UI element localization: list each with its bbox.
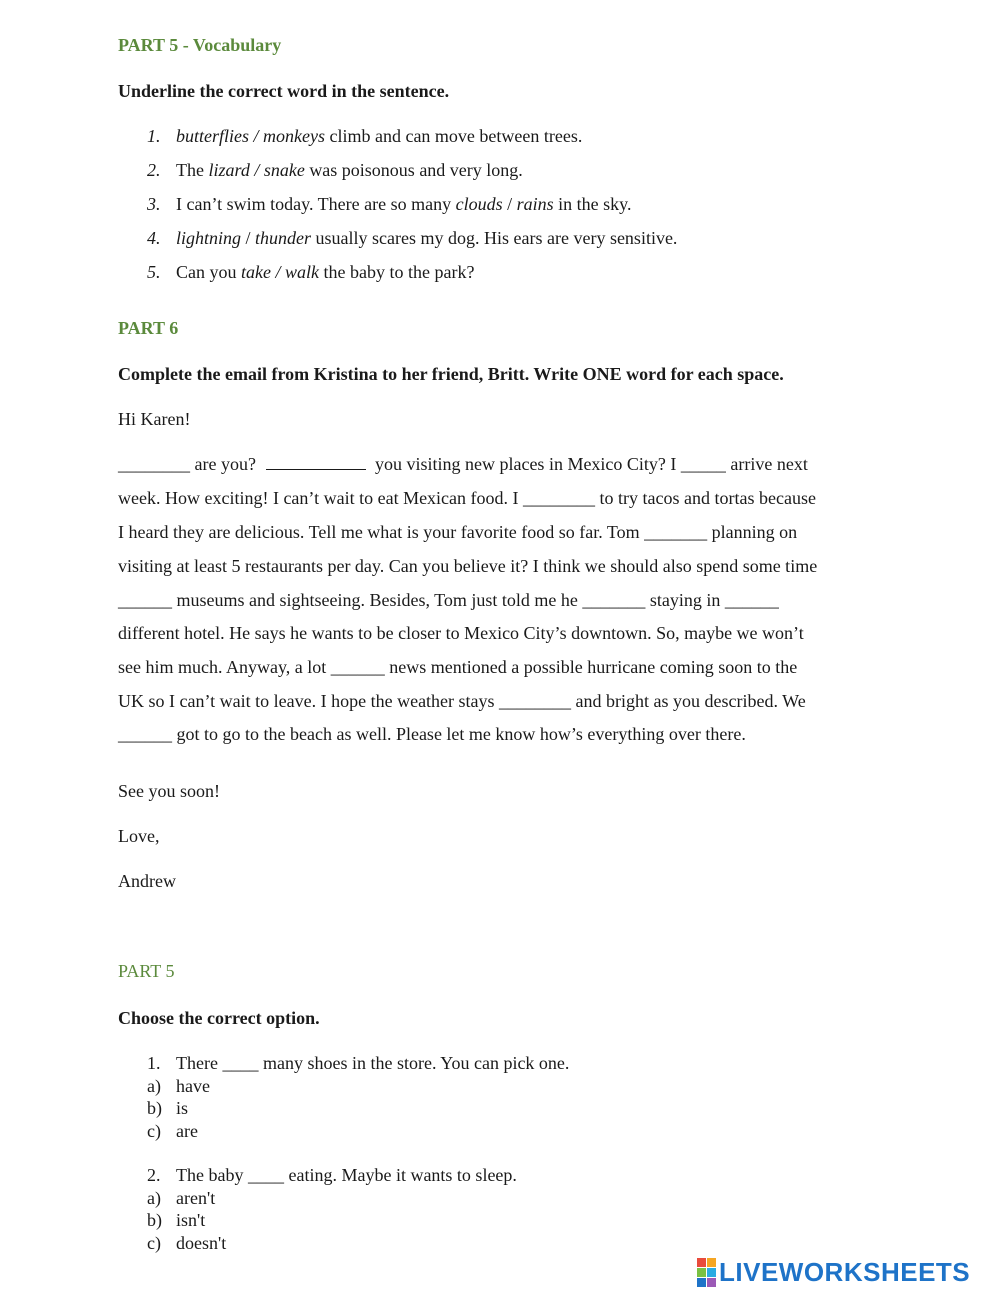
word-option-b[interactable]: rains <box>516 194 554 214</box>
item-post: in the sky. <box>553 194 632 214</box>
email-line-start: ________ are you? <box>118 454 261 474</box>
item-post: the baby to the park? <box>318 262 475 282</box>
question-text: There ____ many shoes in the store. You can pick one. <box>176 1053 570 1073</box>
email-line: ______ got to go to the beach as well. Please let me know how’s everything over there. <box>118 724 746 744</box>
item-number: 1. <box>147 126 161 146</box>
option-text[interactable]: isn't <box>176 1210 206 1230</box>
item-number: 2. <box>147 160 161 180</box>
part5-vocab-heading: PART 5 - Vocabulary <box>118 35 282 55</box>
option-text[interactable]: doesn't <box>176 1233 227 1253</box>
item-number: 4. <box>147 228 161 248</box>
email-line: UK so I can’t wait to leave. I hope the weather stays ________ and bright as you described. We <box>118 691 806 711</box>
option-text[interactable]: have <box>176 1076 210 1096</box>
option-letter: b) <box>147 1098 162 1118</box>
email-line: week. How exciting! I can’t wait to eat Mexican food. I ________ to try tacos and tortas because <box>118 488 816 508</box>
item-pre: The <box>176 160 209 180</box>
word-options[interactable]: take / walk <box>241 262 319 282</box>
question-number: 1. <box>147 1053 161 1073</box>
email-line: ______ museums and sightseeing. Besides, Tom just told me he _______ staying in ______ <box>118 590 779 610</box>
liveworksheets-logo <box>697 1258 970 1286</box>
option-separator: / <box>241 228 256 248</box>
word-options[interactable]: butterflies / monkeys <box>176 126 325 146</box>
word-options[interactable]: lizard / snake <box>208 160 305 180</box>
part6-heading: PART 6 <box>118 318 179 338</box>
part6-instruction: Complete the email from Kristina to her friend, Britt. Write ONE word for each space. <box>118 364 784 384</box>
option-letter: a) <box>147 1076 161 1096</box>
answer-blank[interactable] <box>266 455 366 470</box>
part5-vocab-instruction: Underline the correct word in the sentence. <box>118 81 450 101</box>
word-option-b[interactable]: thunder <box>255 228 312 248</box>
option-letter: b) <box>147 1210 162 1230</box>
option-letter: c) <box>147 1121 161 1141</box>
logo-mark-icon <box>697 1258 716 1287</box>
word-option-a[interactable]: lightning <box>176 228 242 248</box>
email-greeting: Hi Karen! <box>118 409 191 429</box>
option-letter: a) <box>147 1188 161 1208</box>
email-line: see him much. Anyway, a lot ______ news mentioned a possible hurricane coming soon to the <box>118 657 798 677</box>
option-text[interactable]: is <box>176 1098 189 1118</box>
option-separator: / <box>502 194 517 214</box>
item-pre: Can you <box>176 262 241 282</box>
option-letter: c) <box>147 1233 161 1253</box>
email-signoff: Love, <box>118 826 160 846</box>
word-option-a[interactable]: clouds <box>455 194 503 214</box>
part5-grammar-instruction: Choose the correct option. <box>118 1008 320 1028</box>
email-line-end: you visiting new places in Mexico City? I _____ arrive next <box>370 454 808 474</box>
logo-text: LIVEWORKSHEETS <box>719 1257 971 1287</box>
email-line <box>118 454 808 475</box>
option-text[interactable]: aren't <box>176 1188 216 1208</box>
email-line: I heard they are delicious. Tell me what is your favorite food so far. Tom _______ planning on <box>118 522 798 542</box>
item-post: climb and can move between trees. <box>324 126 583 146</box>
email-line: visiting at least 5 restaurants per day. Can you believe it? I think we should also spend some time <box>118 556 818 576</box>
item-number: 3. <box>147 194 161 214</box>
email-line: different hotel. He says he wants to be closer to Mexico City’s downtown. So, maybe we won’t <box>118 623 804 643</box>
item-post: was poisonous and very long. <box>304 160 523 180</box>
email-closing: See you soon! <box>118 781 220 801</box>
question-text: The baby ____ eating. Maybe it wants to sleep. <box>176 1165 517 1185</box>
item-number: 5. <box>147 262 161 282</box>
option-text[interactable]: are <box>176 1121 198 1141</box>
part5-grammar-heading: PART 5 <box>118 961 175 981</box>
item-pre: I can’t swim today. There are so many <box>176 194 456 214</box>
email-signature: Andrew <box>118 871 176 891</box>
item-post: usually scares my dog. His ears are very sensitive. <box>311 228 678 248</box>
question-number: 2. <box>147 1165 161 1185</box>
